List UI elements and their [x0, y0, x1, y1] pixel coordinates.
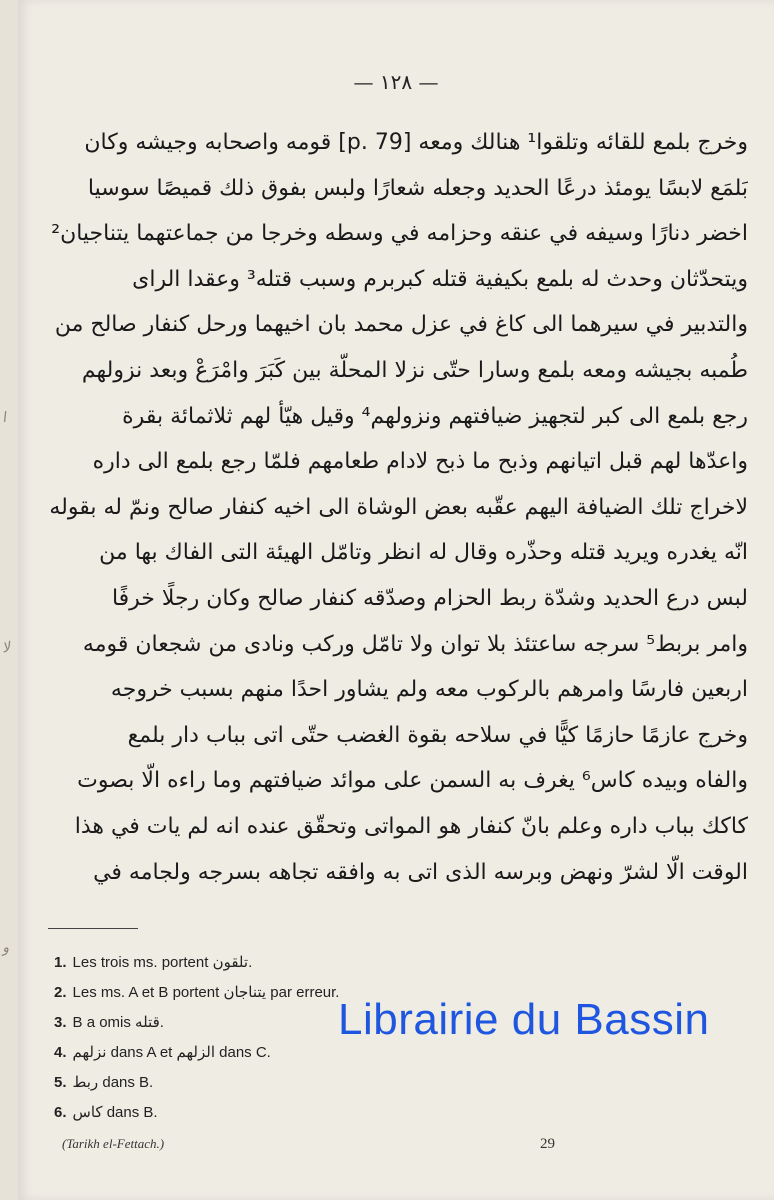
text-line: لاخراج تلك الضيافة اليهم عقّبه بعض الوشاة الى اخيه كنفار صالح ونمّ له بقوله: [49, 494, 748, 520]
text-line: والفاه وبيده كاس⁶ يغرف به السمن على موائد ضيافتهم وما راءه الّا بصوت: [77, 768, 748, 794]
footnote-number: 1.: [54, 954, 67, 971]
footnote-text: ربط dans B.: [72, 1074, 154, 1091]
footnote-number: 3.: [54, 1014, 67, 1031]
text-line: اربعين فارسًا وامرهم بالركوب معه ولم يشاور احدًا منهم بسبب خروجه: [110, 677, 748, 703]
text-line: كاكك بباب داره وعلم بانّ كنفار هو المواتى وتحقّق عنده انه لم يات في هذا: [74, 813, 748, 839]
footnote-text: نزلهم dans A et الزلهم dans C.: [72, 1044, 271, 1061]
footnote-number: 5.: [54, 1074, 67, 1091]
text-line: ويتحدّثان وحدث له بلمع بكيفية قتله كبربرم وسبب قتله³ وعقدا الراى: [132, 266, 748, 292]
footnote-number: 4.: [54, 1044, 67, 1061]
footnote: [54, 1068, 574, 1098]
footnote-number: 6.: [54, 1104, 67, 1121]
text-line: لبس درع الحديد وشدّة ربط الحزام وصدّقه كنفار صالح وكان رجلًا خرفًا: [111, 585, 748, 611]
text-line: طُمبه بجيشه ومعه بلمع وسارا حتّى نزلا المحلّة بين كَبَرَ وامْرَعْ وبعد نزولهم: [81, 357, 748, 383]
text-line: والتدبير في سيرهما الى كاغ في عزل محمد بان اخيهما ورحل كنفار صالح من: [54, 312, 748, 338]
footnote-text: B a omis قتله.: [72, 1014, 164, 1031]
arabic-body-text: [48, 120, 748, 895]
footnote: [54, 948, 574, 978]
margin-handwriting: ﻭ: [0, 939, 10, 957]
footnote-text: Les ms. A et B portent يتناجان par erreur.: [72, 984, 340, 1001]
text-line: واعدّها لهم قبل اتيانهم وذبح ما ذبح لادام طعامهم فلمّا رجع بلمع الى داره: [92, 449, 748, 475]
signature-mark: 29: [540, 1136, 555, 1152]
text-line: بَلمَع لابسًا يومئذ درعًا الحديد وجعله شعارًا ولبس بفوق ذلك قميصًا سوسيا: [87, 175, 748, 201]
text-line: اخضر دنارًا وسيفه في عنقه وحزامه في وسطه وخرجا من جماعتهما يتناجيان²: [51, 221, 748, 247]
text-line: رجع بلمع الى كبر لتجهيز ضيافتهم ونزولهم⁴ وقيل هيّأ لهم ثلاثمائة بقرة: [122, 403, 748, 429]
footnote-divider: [48, 928, 138, 929]
footnote-text: Les trois ms. portent تلقون.: [72, 954, 253, 971]
footnote-number: 2.: [54, 984, 67, 1001]
margin-handwriting: ﺍ: [0, 409, 7, 427]
left-margin: [0, 0, 18, 1200]
series-title: (Tarikh el-Fettach.): [62, 1136, 165, 1151]
footnote: [54, 1098, 574, 1128]
text-line: الوقت الّا لشرّ ونهض وبرسه الذى اتى به وافقه تجاهه بسرجه ولجامه في: [93, 859, 748, 885]
text-line: وامر بربط⁵ سرجه ساعتئذ بلا توان ولا تامّل وركب ونادى من شجعان قومه: [82, 631, 748, 657]
text-line: انّه يغدره ويريد قتله وحذّره وقال له انظر وتامّل الهيئة التى الفاك بها من: [99, 540, 748, 566]
footnote-text: كاس dans B.: [72, 1104, 158, 1121]
page-header: — ١٢٨ —: [353, 70, 439, 94]
text-line: وخرج عازمًا حازمًا كيًّا في سلاحه بقوة الغضب حتّى اتى بباب دار بلمع: [127, 722, 748, 748]
margin-handwriting: ﻻ: [0, 639, 12, 657]
text-line: وخرج بلمع للقائه وتلقوا¹ هنالك ومعه [p. 79] قومه واصحابه وجيشه وكان: [84, 130, 748, 155]
watermark-text: Librairie du Bassin: [338, 995, 710, 1044]
